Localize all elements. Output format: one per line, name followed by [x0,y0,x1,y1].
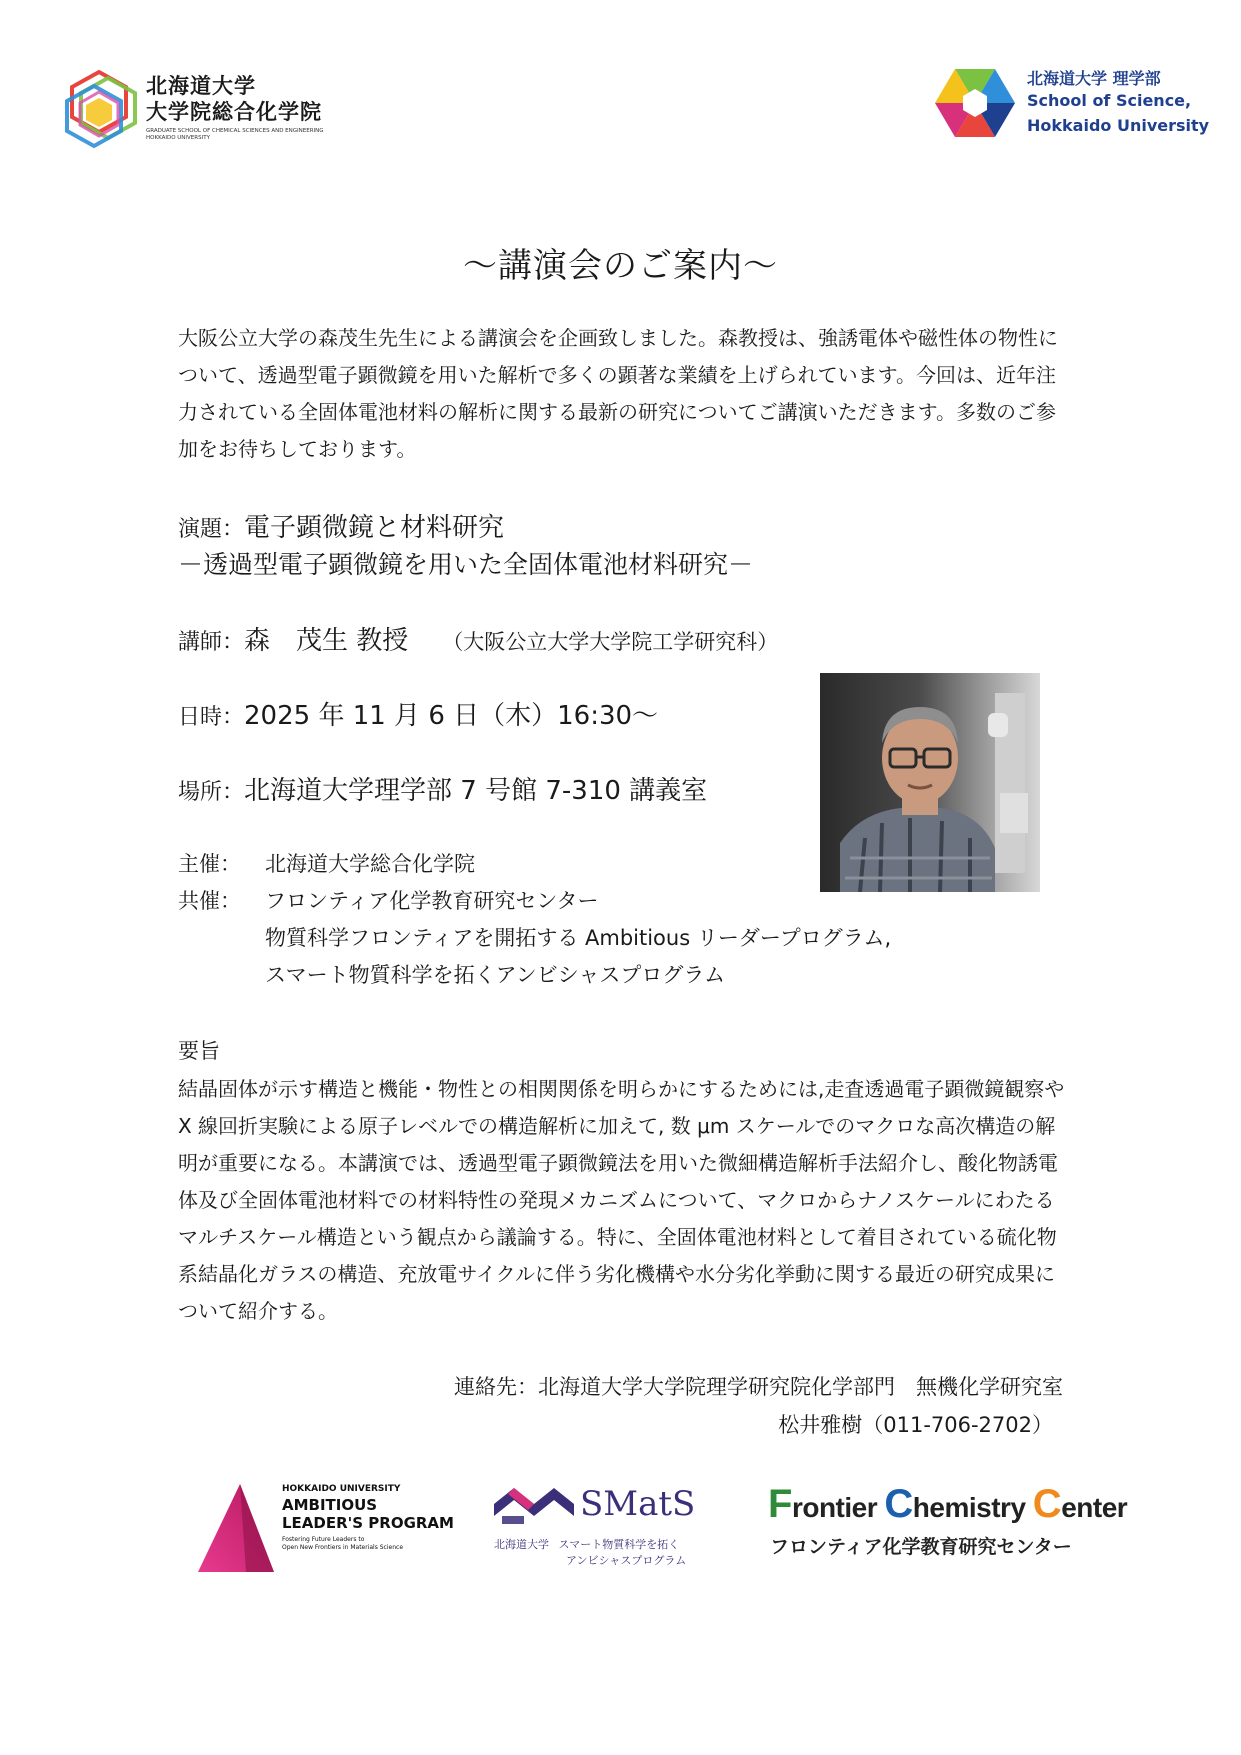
fcc-word-hemistry: hemistry [912,1492,1033,1523]
logo-right-line1: 北海道大学 理学部 [1027,69,1161,88]
fcc-word-enter: enter [1061,1492,1128,1523]
cohost-item: フロンティア化学教育研究センター [265,889,599,913]
venue-label: 場所： [178,780,245,805]
topic-subtitle: －透過型電子顕微鏡を用いた全固体電池材料研究－ [178,550,754,579]
smats-logo [494,1480,724,1572]
chemical-sciences-hexagon-icon [58,68,140,150]
page-title: ～講演会のご案内～ [463,246,778,286]
abstract-body: 結晶固体が示す構造と機能・物性との相関関係を明らかにするためには,走査透過電子顕微鏡観察や X 線回折実験による原子レベルでの構造解析に加えて, 数 μm スケールでのマクロな高次構造の解明が重要になる。本講演では、透過型電子顕微鏡法を用いた微細構造解析手法紹介し、酸化物誘電体及び全固体電池材料での材料特性の発現メカニズムについて、マクロからナノスケールにわたるマルチスケール構造という観点から議論する。特に、全固体電池材料として着目されている硫化物系結晶化ガラスの構造、充放電サイクルに伴う劣化機構や水分劣化挙動に関する最近の研究成果について紹介する。 [178,1077,1065,1323]
fcc-letter-c1: C [884,1482,913,1526]
cohost-item: スマート物質科学を拓くアンビシャスプログラム [265,963,726,987]
topic-label: 演題： [178,517,245,542]
host-value: 北海道大学総合化学院 [265,852,475,876]
datetime-label: 日時： [178,705,245,730]
topic-line [178,507,504,544]
logo-right-line2: School of Science, [1027,91,1192,110]
logo-left-line4: HOKKAIDO UNIVERSITY [146,135,210,141]
fcc-letter-c2: C [1032,1482,1062,1526]
alp-triangle-icon [196,1482,276,1574]
speaker-photo [820,673,1040,892]
speaker-name: 森 茂生 教授 [244,626,409,656]
logo-left-line2: 大学院総合化学院 [146,100,322,124]
datetime-line [178,695,658,732]
intro-paragraph: 大阪公立大学の森茂生先生による講演会を企画致しました。森教授は、強誘電体や磁性体の物性について、透過型電子顕微鏡を用いた解析で多くの顕著な業績を上げられています。今回は、近年注力されている全固体電池材料の解析に関する最新の研究についてご講演いただきます。多数のご参加をお待ちしております。 [178,326,1058,461]
contact-line1: 連絡先：北海道大学大学院理学研究院化学部門 無機化学研究室 [454,1375,1063,1399]
abstract-heading: 要旨 [178,1039,220,1063]
school-of-science-hexagon-icon [935,67,1015,139]
logo-right-line3: Hokkaido University [1027,116,1210,135]
chemical-sciences-logo [58,64,358,154]
cohost-item: 物質科学フロンティアを開拓する Ambitious リーダープログラム, [265,926,892,950]
fcc-word-rontier: rontier [791,1492,885,1523]
datetime-value: 2025 年 11 月 6 日（木）16:30～ [244,701,659,731]
speaker-line [178,620,778,657]
alp-line2: AMBITIOUS [282,1496,378,1514]
logo-left-line3: GRADUATE SCHOOL OF CHEMICAL SCIENCES AND ENGINEERING [146,128,324,134]
alp-line4: Fostering Future Leaders to [282,1536,365,1543]
alp-line3: LEADER'S PROGRAM [282,1514,454,1532]
venue-line [178,770,707,807]
fcc-letter-f: F [768,1482,792,1526]
school-of-science-logo [935,64,1210,144]
speaker-label: 講師： [178,630,245,655]
cohost-label: 共催： [178,889,241,913]
cohost-list [265,883,891,994]
host-label: 主催： [178,852,241,876]
logo-left-line1: 北海道大学 [146,74,256,98]
smats-ribbon-icon [494,1482,574,1532]
frontier-chemistry-center-logo [768,1482,1128,1562]
contact-line2: 松井雅樹（011-706-2702） [778,1413,1053,1437]
venue-value: 北海道大学理学部 7 号館 7-310 講義室 [244,776,708,806]
ambitious-leaders-program-logo [196,1482,454,1574]
smats-sub1: 北海道大学 [494,1538,549,1551]
fcc-japanese-name: フロンティア化学教育研究センター [770,1536,1072,1558]
smats-sub2: スマート物質科学を拓く [558,1538,680,1551]
speaker-affiliation: （大阪公立大学大学院工学研究科） [442,630,779,654]
speaker-portrait-image [820,673,1040,892]
alp-line5: Open New Frontiers in Materials Science [282,1544,404,1551]
alp-line1: HOKKAIDO UNIVERSITY [282,1484,401,1494]
smats-name: SMatS [580,1484,696,1524]
fcc-english-name [768,1482,1127,1527]
smats-sub3: アンビシャスプログラム [566,1554,687,1567]
topic-title: 電子顕微鏡と材料研究 [244,513,505,543]
